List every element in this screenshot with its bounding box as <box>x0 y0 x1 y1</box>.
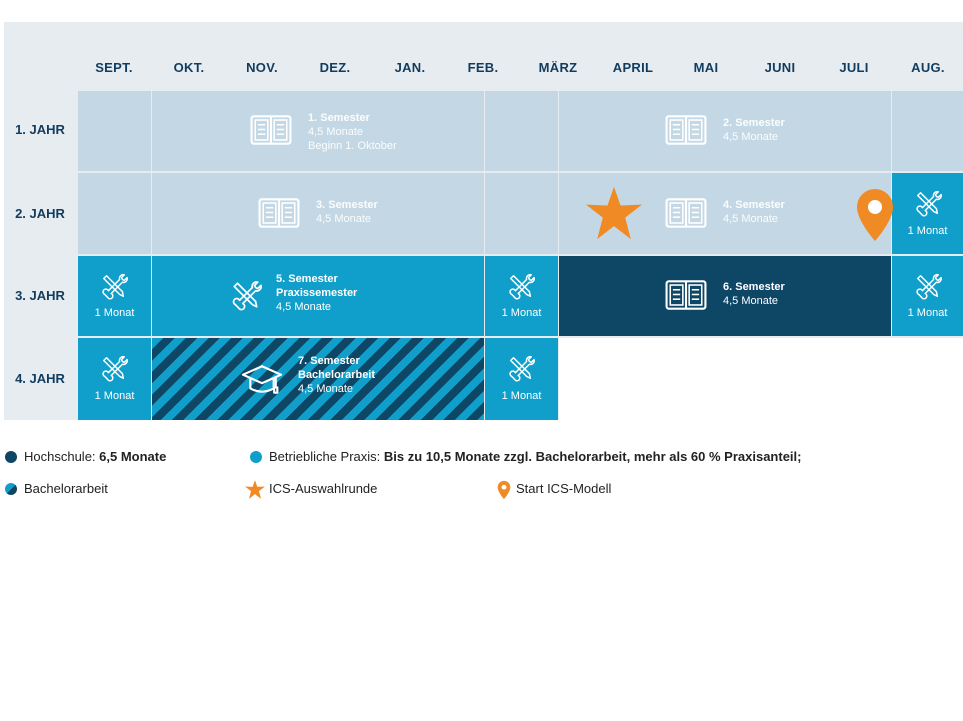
star-icon <box>245 480 265 499</box>
duration-label: 1 Monat <box>907 307 948 319</box>
cell-empty <box>892 91 963 171</box>
praxis-month-block <box>78 256 151 336</box>
semester-3-block <box>152 173 484 254</box>
legend-dot-praxis <box>250 451 262 463</box>
semester-5-block <box>152 256 484 336</box>
cell-empty <box>78 173 151 254</box>
cell-empty <box>485 91 558 171</box>
month-header: JUNI <box>764 60 796 75</box>
semester-duration: 4,5 Monate <box>298 383 354 395</box>
year-label: 4. JAHR <box>15 371 65 386</box>
month-header: SEPT. <box>95 60 133 75</box>
month-header: NOV. <box>246 60 278 75</box>
tools-icon <box>507 272 535 300</box>
month-header: APRIL <box>612 60 654 75</box>
semester-duration: 4,5 Monate <box>723 131 779 143</box>
book-icon <box>250 114 292 146</box>
tools-icon <box>507 354 535 382</box>
duration-label: 1 Monat <box>501 307 542 319</box>
month-header: OKT. <box>173 60 205 75</box>
praxis-month-block <box>485 338 558 420</box>
tools-icon <box>914 272 942 300</box>
location-pin-icon <box>855 187 895 243</box>
semester-title: 2. Semester <box>723 117 785 129</box>
semester-2-block <box>559 91 891 171</box>
legend-ics-round: ICS-Auswahlrunde <box>269 481 378 496</box>
praxis-month-block <box>485 256 558 336</box>
legend-dot-bachelor <box>5 483 17 495</box>
legend-praxis <box>269 449 801 464</box>
legend-label: Hochschule: <box>24 449 100 464</box>
star-icon <box>586 186 642 240</box>
book-icon <box>258 197 300 229</box>
praxis-month-block <box>78 338 151 420</box>
month-header: AUG. <box>911 60 945 75</box>
year-label: 3. JAHR <box>15 288 65 303</box>
tools-icon <box>230 279 262 311</box>
semester-7-block <box>152 338 484 420</box>
semester-duration: 4,5 Monate <box>276 301 332 313</box>
book-icon <box>665 197 707 229</box>
duration-label: 1 Monat <box>94 390 135 402</box>
semester-type: Bachelorarbeit <box>298 369 376 381</box>
month-header: MÄRZ <box>538 60 578 75</box>
legend-dot-hochschule <box>5 451 17 463</box>
month-header: FEB. <box>467 60 499 75</box>
book-icon <box>665 114 707 146</box>
cell-empty <box>78 91 151 171</box>
month-header: JAN. <box>394 60 426 75</box>
location-pin-icon <box>497 480 511 500</box>
praxis-month-block <box>892 256 963 336</box>
legend-value: Bis zu 10,5 Monate zzgl. Bachelorarbeit, mehr als 60 % Praxisanteil; <box>383 449 802 464</box>
tools-icon <box>914 189 942 217</box>
semester-duration: 4,5 Monate <box>723 213 779 225</box>
duration-label: 1 Monat <box>94 307 135 319</box>
legend-bachelor: Bachelorarbeit <box>24 481 108 496</box>
empty-area <box>559 338 963 422</box>
semester-duration: 4,5 Monate <box>316 213 372 225</box>
duration-label: 1 Monat <box>501 390 542 402</box>
semester-duration: 4,5 Monate <box>723 295 779 307</box>
tools-icon <box>100 354 128 382</box>
legend-label: Betriebliche Praxis: <box>269 449 384 464</box>
semester-duration: 4,5 Monate <box>308 126 364 138</box>
legend-value: 6,5 Monate <box>99 449 167 464</box>
semester-title: 3. Semester <box>316 199 378 211</box>
graduation-cap-icon <box>240 362 284 398</box>
tools-icon <box>100 272 128 300</box>
month-header: MAI <box>693 60 719 75</box>
year-label: 2. JAHR <box>15 206 65 221</box>
praxis-month-block <box>892 173 963 254</box>
semester-title: 4. Semester <box>723 199 785 211</box>
semester-title: 7. Semester <box>298 355 360 367</box>
duration-label: 1 Monat <box>907 225 948 237</box>
semester-1-block <box>152 91 484 171</box>
legend-hochschule <box>24 449 166 464</box>
semester-title: 6. Semester <box>723 281 785 293</box>
year-label: 1. JAHR <box>15 122 65 137</box>
month-header: DEZ. <box>319 60 351 75</box>
semester-title: 1. Semester <box>308 112 370 124</box>
semester-6-block <box>559 256 891 336</box>
semester-type: Praxissemester <box>276 287 358 299</box>
semester-title: 5. Semester <box>276 273 338 285</box>
book-icon <box>665 279 707 311</box>
semester-note: Beginn 1. Oktober <box>308 140 397 152</box>
month-header: JULI <box>839 60 869 75</box>
cell-empty <box>485 173 558 254</box>
legend-ics-start: Start ICS-Modell <box>516 481 612 496</box>
